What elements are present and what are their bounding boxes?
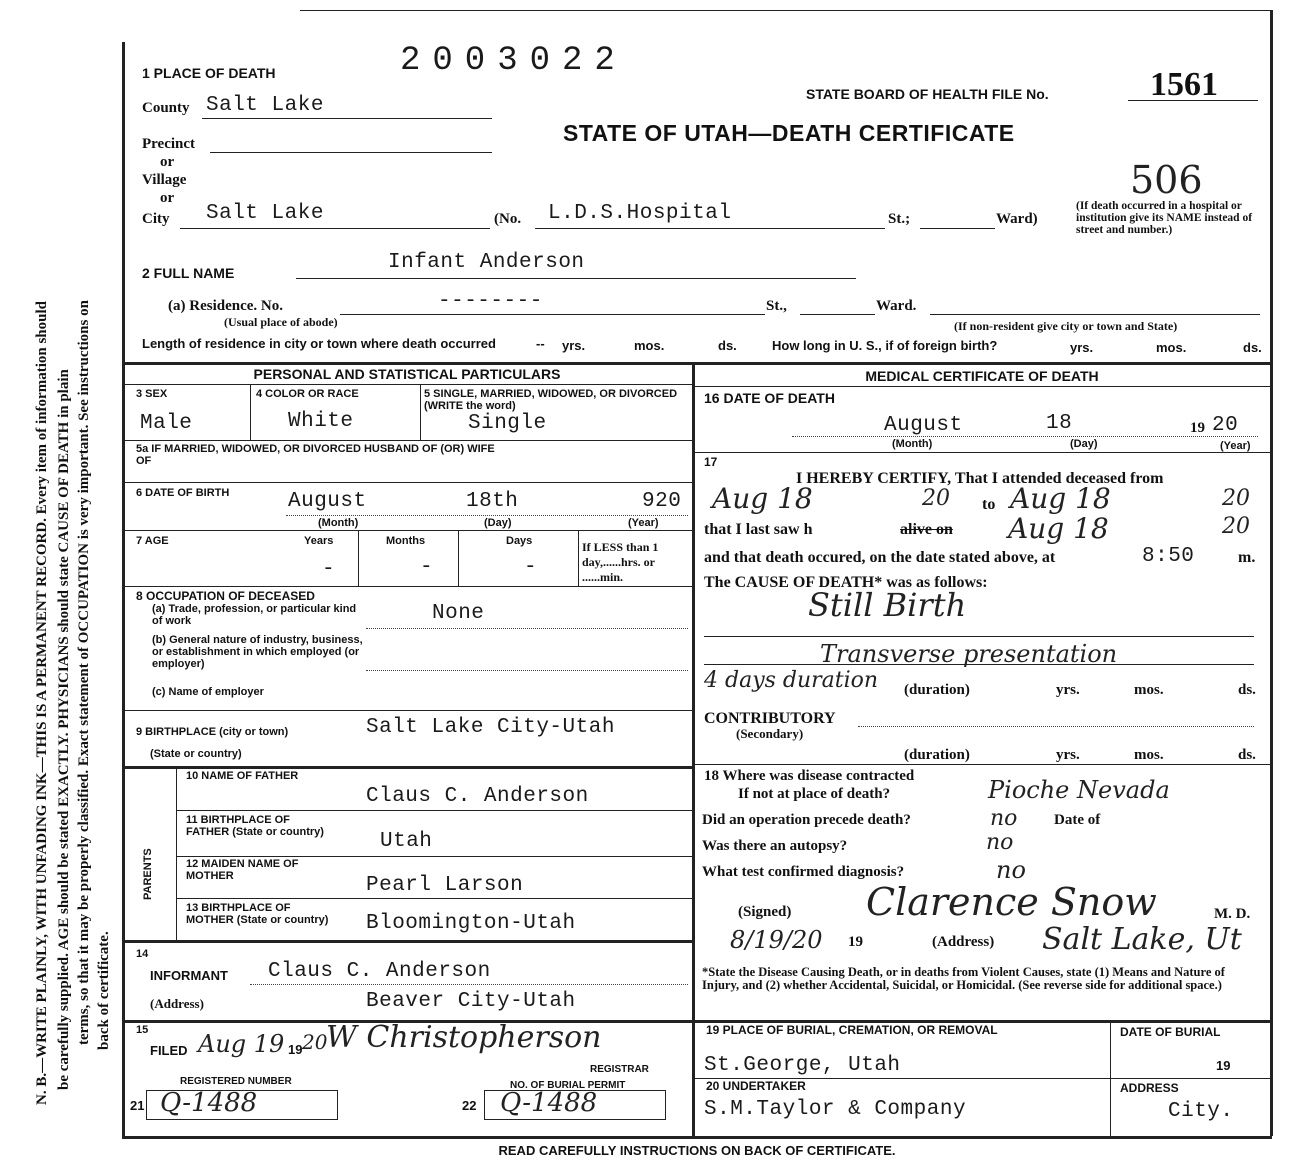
dob-month: August <box>288 490 367 513</box>
age-months: - <box>420 556 434 579</box>
operation-question: Did an operation precede death? <box>702 812 911 828</box>
sex-divider <box>250 384 251 440</box>
item17-line <box>692 452 1272 453</box>
st-label: St.; <box>888 211 911 227</box>
duration-yrs-1: yrs. <box>1056 682 1080 698</box>
reg-number-label: REGISTERED NUMBER <box>180 1076 292 1087</box>
dob-year-label: (Year) <box>628 517 659 529</box>
frame-left <box>122 42 125 1137</box>
filed-19: 19 <box>288 1042 303 1057</box>
mother-value: Pearl Larson <box>366 874 524 897</box>
village-label: Village <box>142 172 187 188</box>
residence-st-label: St., <box>766 298 787 314</box>
st-line <box>920 228 995 229</box>
cause-label: The CAUSE OF DEATH* was as follows: <box>704 574 988 591</box>
birthplace-label: 9 BIRTHPLACE (city or town) <box>136 726 289 738</box>
row-line-1 <box>122 440 692 441</box>
sign-19: 19 <box>848 934 863 950</box>
frame-top <box>300 10 1270 11</box>
sign-address: Salt Lake, Ut <box>1042 922 1242 957</box>
dob-label: 6 DATE OF BIRTH <box>136 487 230 499</box>
duration-mos-2: mos. <box>1134 747 1164 763</box>
undertaker-address-label: ADDRESS <box>1120 1081 1179 1095</box>
death-time: 8:50 <box>1142 545 1195 568</box>
reg-number-value: Q-1488 <box>160 1088 258 1118</box>
how-long-yrs: yrs. <box>1070 340 1094 355</box>
burial-permit-value: Q-1488 <box>500 1088 598 1118</box>
father-value: Claus C. Anderson <box>366 785 589 808</box>
parents-top-line <box>122 766 692 769</box>
filed-date: Aug 19 <box>198 1030 285 1058</box>
burial-place-value: St.George, Utah <box>704 1054 901 1077</box>
precinct-label: Precinct <box>142 136 196 152</box>
precinct-line <box>210 152 492 153</box>
dod-year: 20 <box>1212 414 1239 437</box>
place-of-death-label: 1 PLACE OF DEATH <box>142 65 276 81</box>
parents-label: PARENTS <box>142 848 154 900</box>
age-div-1 <box>358 530 359 586</box>
how-long-ds: ds. <box>1243 340 1262 355</box>
cause-value: Still Birth <box>808 586 967 624</box>
personal-title-line <box>122 384 692 385</box>
frame-right <box>1270 10 1273 1136</box>
marital-label: 5 SINGLE, MARRIED, WIDOWED, OR DIVORCED (WRITE the word) <box>424 388 678 412</box>
length-residence-label: Length of residence in city or town where death occurred <box>142 336 496 351</box>
filed-top-line <box>122 1020 1272 1023</box>
duration-mos-1: mos. <box>1134 682 1164 698</box>
permit-prefix: 22 <box>462 1098 477 1113</box>
age-years-label: Years <box>304 535 334 547</box>
reg-prefix: 21 <box>130 1098 145 1113</box>
burial-19: 19 <box>1216 1058 1231 1073</box>
autopsy-answer: no <box>986 830 1014 855</box>
how-long-label: How long in U. S., if of foreign birth? <box>772 338 998 353</box>
undertaker-label: 20 UNDERTAKER <box>706 1079 806 1093</box>
father-line <box>176 810 692 811</box>
dob-month-label: (Month) <box>318 517 359 529</box>
filed-label: FILED <box>150 1043 188 1058</box>
certificate-number: 2003022 <box>400 42 627 80</box>
undertaker-address-value: City. <box>1168 1100 1234 1123</box>
from-year: 20 <box>922 486 950 511</box>
county-label: County <box>142 100 190 116</box>
file-no-line <box>1128 100 1258 101</box>
row-line-2 <box>122 482 692 483</box>
residence-ward-line <box>930 314 1260 315</box>
how-long-mos: mos. <box>1156 340 1187 355</box>
registrar-signature: W Christopherson <box>326 1020 602 1055</box>
burial-label: 19 PLACE OF BURIAL, CREMATION, OR REMOVAL <box>706 1023 998 1037</box>
death-occurred-text: and that death occured, on the date stated above, at <box>704 549 1056 566</box>
residence-ward-label: Ward. <box>876 298 917 314</box>
informant-label: INFORMANT <box>150 968 228 983</box>
autopsy-question: Was there an autopsy? <box>702 838 848 854</box>
birthplace-state-label: (State or country) <box>150 748 242 760</box>
informant-address: Beaver City-Utah <box>366 990 576 1013</box>
city-value: Salt Lake <box>206 202 324 225</box>
color-divider <box>420 384 421 440</box>
full-name-label: 2 FULL NAME <box>142 265 235 281</box>
not-at-place-label: If not at place of death? <box>738 786 891 802</box>
spouse-label: 5a IF MARRIED, WIDOWED, OR DIVORCED HUSBAND OF (OR) WIFE OF <box>136 443 495 467</box>
duration-ds-2: ds. <box>1238 747 1256 763</box>
employer-label: (c) Name of employer <box>152 686 264 698</box>
file-number: 1561 <box>1150 66 1218 103</box>
contributory-label: CONTRIBUTORY <box>704 710 836 727</box>
residence-value: -------- <box>438 290 543 313</box>
mother-bp-value: Bloomington-Utah <box>366 912 576 935</box>
frame-bottom <box>122 1136 1272 1139</box>
sign-address-label: (Address) <box>932 934 995 950</box>
dod-line <box>792 436 1258 437</box>
from-date: Aug 18 <box>712 482 813 515</box>
father-bp-line <box>176 856 692 857</box>
age-div-2 <box>458 530 459 586</box>
father-bp-label: 11 BIRTHPLACE OF FATHER (State or country) <box>186 814 324 838</box>
parents-div <box>176 766 177 940</box>
cause-line-2 <box>704 664 1254 665</box>
sex-label: 3 SEX <box>136 388 168 400</box>
abode-note: (Usual place of abode) <box>224 315 338 329</box>
or-text-1: or <box>160 154 175 170</box>
to-label: to <box>982 496 996 513</box>
contributory-line <box>858 726 1254 727</box>
informant-number: 14 <box>136 948 149 960</box>
mother-label: 12 MAIDEN NAME OF MOTHER <box>186 858 299 882</box>
to-year: 20 <box>1222 486 1250 511</box>
city-line <box>180 228 490 229</box>
length-value: -- <box>536 336 545 351</box>
burial-date-label: DATE OF BURIAL <box>1120 1025 1221 1039</box>
dod-month-label: (Month) <box>892 438 933 450</box>
occupation-label: 8 OCCUPATION OF DECEASED <box>136 589 315 603</box>
side-instructions-line3: terms, so that it may be properly classified. Exact statement of OCCUPATION is very important. See instructions on <box>76 300 92 1045</box>
dob-day-label: (Day) <box>484 517 512 529</box>
occupation-b-label: (b) General nature of industry, business, or establishment in which employed (or employer) <box>152 634 363 670</box>
undertaker-value: S.M.Taylor & Company <box>704 1098 967 1121</box>
informant-value: Claus C. Anderson <box>268 960 491 983</box>
age-months-label: Months <box>386 535 426 547</box>
medical-title-line <box>692 386 1272 387</box>
signed-label: (Signed) <box>738 904 792 920</box>
item17-number: 17 <box>704 455 718 469</box>
length-ds: ds. <box>718 338 737 353</box>
nonresident-note: (If non-resident give city or town and State) <box>954 319 1178 333</box>
birthplace-value: Salt Lake City-Utah <box>366 716 615 739</box>
item18-label: 18 Where was disease contracted <box>704 768 915 784</box>
center-divider <box>692 362 695 1022</box>
item18-line <box>692 764 1272 765</box>
filed-number: 15 <box>136 1024 149 1036</box>
secondary-label: (Secondary) <box>736 726 804 741</box>
cause-line <box>704 636 1254 637</box>
duration-yrs-2: yrs. <box>1056 747 1080 763</box>
personal-section-title: PERSONAL AND STATISTICAL PARTICULARS <box>253 366 561 382</box>
hospital-value: L.D.S.Hospital <box>548 202 732 225</box>
burial-permit-label: NO. OF BURIAL PERMIT <box>510 1080 626 1091</box>
operation-answer: no <box>990 806 1018 831</box>
dob-day: 18th <box>466 490 519 513</box>
filed-year: 20 <box>302 1030 328 1054</box>
city-label: City <box>142 211 170 227</box>
age-days: - <box>524 556 538 579</box>
length-yrs: yrs. <box>562 338 586 353</box>
dod-19: 19 <box>1190 420 1205 436</box>
ward-label: Ward) <box>996 211 1038 227</box>
row-line-3 <box>122 530 692 531</box>
death-time-suffix: m. <box>1238 549 1256 566</box>
no-label: (No. <box>494 211 522 227</box>
medical-section-title: MEDICAL CERTIFICATE OF DEATH <box>865 368 1099 384</box>
dod-year-label: (Year) <box>1220 440 1251 452</box>
to-date: Aug 18 <box>1010 482 1111 515</box>
saw-date: Aug 18 <box>1008 512 1109 545</box>
age-div-3 <box>578 530 579 586</box>
file-no-label: STATE BOARD OF HEALTH FILE No. <box>806 86 1049 102</box>
residence-label: (a) Residence. No. <box>168 298 283 314</box>
residence-line <box>340 314 765 315</box>
ward-number: 506 <box>1130 158 1203 202</box>
or-text-2: or <box>160 190 175 206</box>
mother-bp-label: 13 BIRTHPLACE OF MOTHER (State or country) <box>186 902 329 926</box>
hospital-line <box>535 228 885 229</box>
father-bp-value: Utah <box>380 830 433 853</box>
occupation-a-label: (a) Trade, profession, or particular kind of work <box>152 603 357 627</box>
county-line <box>202 118 492 119</box>
color-label: 4 COLOR OR RACE <box>256 388 359 400</box>
side-instructions-line2: be carefully supplied. AGE should be stated EXACTLY. PHYSICIANS should state CAUSE OF DEATH in plain <box>56 369 72 1090</box>
dob-year: 920 <box>642 490 682 513</box>
certificate-title: STATE OF UTAH—DEATH CERTIFICATE <box>563 120 1015 146</box>
dod-month: August <box>884 414 963 437</box>
row-line-5 <box>122 710 692 711</box>
row-line-4 <box>122 586 692 587</box>
dob-line <box>286 515 688 516</box>
certify-text: I HEREBY CERTIFY, That I attended deceased from <box>796 470 1164 487</box>
age-years: - <box>322 558 336 581</box>
full-name-value: Infant Anderson <box>388 251 585 274</box>
father-label: 10 NAME OF FATHER <box>186 770 299 782</box>
test-question: What test confirmed diagnosis? <box>702 864 905 880</box>
full-name-line <box>296 278 856 279</box>
saw-year: 20 <box>1222 514 1250 539</box>
date-of-label: Date of <box>1054 812 1101 828</box>
residence-st-line <box>800 314 875 315</box>
side-instructions-line1: N. B.—WRITE PLAINLY, WITH UNFADING INK—THIS IS A PERMANENT RECORD. Every item of information should <box>34 301 50 1105</box>
duration-ds-1: ds. <box>1238 682 1256 698</box>
main-divider <box>122 362 1272 365</box>
occupation-line <box>366 628 688 629</box>
duration-label-2: (duration) <box>904 747 970 763</box>
length-mos: mos. <box>634 338 665 353</box>
md-label: M. D. <box>1214 906 1251 922</box>
duration-value: 4 days duration <box>704 668 879 693</box>
test-answer: no <box>996 856 1026 884</box>
sign-date: 8/19/20 <box>730 926 823 954</box>
informant-line <box>250 984 688 985</box>
occupation-b-line <box>366 670 688 671</box>
age-days-label: Days <box>506 535 533 547</box>
county-value: Salt Lake <box>206 94 324 117</box>
dod-day-label: (Day) <box>1070 438 1098 450</box>
duration-label-1: (duration) <box>904 682 970 698</box>
informant-top-line <box>122 940 692 943</box>
dod-day: 18 <box>1046 412 1073 435</box>
age-label: 7 AGE <box>136 535 169 547</box>
dod-label: 16 DATE OF DEATH <box>704 390 835 406</box>
footer-instructions: READ CAREFULLY INSTRUCTIONS ON BACK OF CERTIFICATE. <box>498 1143 896 1158</box>
side-instructions-line4: back of certificate. <box>96 931 112 1050</box>
informant-address-label: (Address) <box>150 996 204 1011</box>
age-less-label: If LESS than 1 day,......hrs. or ......min. <box>582 540 659 584</box>
marital-value: Single <box>468 412 547 435</box>
last-saw-text: that I last saw h <box>704 521 813 538</box>
alive-on-text: alive on <box>900 521 953 538</box>
color-value: White <box>288 410 354 433</box>
hospital-note: (If death occurred in a hospital or institution give its NAME instead of street and number.) <box>1076 200 1253 236</box>
physician-signature: Clarence Snow <box>866 880 1157 924</box>
mother-line <box>176 898 692 899</box>
contracted-value: Pioche Nevada <box>988 776 1170 804</box>
registrar-label: REGISTRAR <box>590 1064 649 1075</box>
footnote: *State the Disease Causing Death, or in deaths from Violent Causes, state (1) Means and Nature of Injury, and (2) whether Accidental, Suicidal, or Homicidal. (See reverse side for additional space.) <box>702 965 1225 992</box>
sex-value: Male <box>140 412 193 435</box>
occupation-value: None <box>432 602 485 625</box>
cause-secondary-value: Transverse presentation <box>820 640 1118 668</box>
